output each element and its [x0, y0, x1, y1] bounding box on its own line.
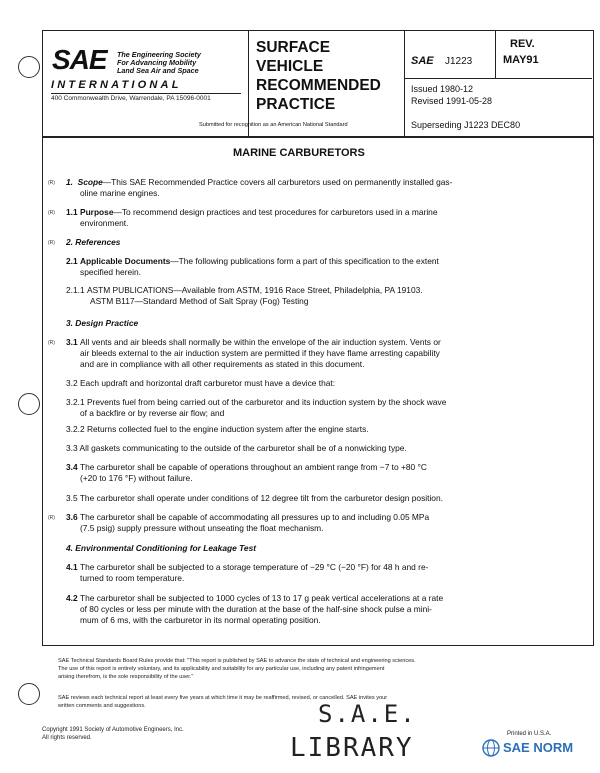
copyright: Copyright 1991 Society of Automotive Engineers, Inc.	[42, 727, 184, 733]
s36-line-1: 3.6 The carburetor shall be capable of accommodating all pressures up to and including 0.05 MPa	[66, 512, 430, 522]
library-stamp-line-1: S.A.E.	[318, 700, 417, 728]
title-line-2: VEHICLE	[256, 58, 324, 75]
board-rules-3: arising therefrom, is the sole responsibility of the user."	[58, 674, 194, 680]
watermark-text: SAE NORM	[503, 740, 574, 755]
revision-mark: (R)	[48, 515, 55, 521]
s41-line-2: turned to room temperature.	[80, 573, 185, 583]
society-line-2: For Advancing Mobility	[117, 58, 197, 67]
issued-date: Issued 1980-12	[411, 84, 474, 94]
s42-line-2: of 80 cycles or less per minute with the duration at the base of the half-sine shock pulse a mini-	[80, 604, 432, 614]
review-2: written comments and suggestions.	[58, 703, 146, 709]
s21-heading: 2.1 Applicable Documents—The following publications form a part of this specification to the extent	[66, 256, 439, 266]
s11-text-2: environment.	[80, 218, 129, 228]
s31-line-2: air bleeds external to the air induction system are permitted if they have flame arresting capability	[80, 348, 440, 358]
s42-line-3: mum of 6 ms, with the carburetor in its normal operating position.	[80, 615, 321, 625]
s321-line-1: 3.2.1 Prevents fuel from being carried out of the carburetor and its induction system by the shock wave	[66, 397, 447, 407]
revised-date: Revised 1991-05-28	[411, 96, 493, 106]
revision-mark: (R)	[48, 180, 55, 186]
s32: 3.2 Each updraft and horizontal draft carburetor must have a device that:	[66, 378, 336, 388]
sae-logo: SAE	[52, 44, 107, 75]
s4-heading: 4. Environmental Conditioning for Leakage Test	[66, 543, 257, 553]
s1-text-2: oline marine engines.	[80, 188, 160, 198]
s1-heading: 1. Scope—This SAE Recommended Practice covers all carburetors used on permanently installed gas-	[66, 177, 453, 187]
header-hline	[404, 78, 592, 79]
punch-hole-middle	[18, 393, 40, 415]
rev-value: MAY91	[503, 54, 539, 66]
library-stamp-line-2: LIBRARY	[290, 733, 414, 763]
superseding: Superseding J1223 DEC80	[411, 120, 521, 130]
international-label: INTERNATIONAL	[51, 79, 182, 91]
s3-heading: 3. Design Practice	[66, 318, 139, 328]
s2-heading: 2. References	[66, 237, 121, 247]
address: 400 Commonwealth Drive, Warrendale, PA 15096-0001	[51, 95, 211, 102]
rights: All rights reserved.	[42, 735, 92, 741]
s36-line-2: (7.5 psig) supply pressure without unseating the float mechanism.	[80, 523, 324, 533]
society-line-1: The Engineering Society	[117, 50, 201, 59]
board-rules-2: The use of this report is entirely voluntary, and its applicability and suitability for any particular use, including any patent infringement	[58, 666, 385, 672]
s34-line-2: (+20 to 176 °F) without failure.	[80, 473, 193, 483]
doc-number: J1223	[445, 56, 473, 67]
rev-label: REV.	[510, 38, 535, 50]
punch-hole-bottom	[18, 683, 40, 705]
title-line-3: RECOMMENDED	[256, 77, 381, 94]
header-divider-1	[248, 30, 249, 136]
s31-line-3: and are in compliance with all other requirements as stated in this document.	[80, 359, 365, 369]
s33: 3.3 All gaskets communicating to the outside of the carburetor shall be of a nonwicking type.	[66, 443, 407, 453]
header-divider-3	[495, 30, 496, 78]
society-line-3: Land Sea Air and Space	[117, 66, 199, 75]
revision-mark: (R)	[48, 210, 55, 216]
doc-sae-logo: SAE	[411, 55, 434, 67]
s42-line-1: 4.2 The carburetor shall be subjected to 1000 cycles of 13 to 17 g peak vertical accelerations at a rate	[66, 593, 444, 603]
s34-line-1: 3.4 The carburetor shall be capable of operations throughout an ambient range from −7 to +80 °C	[66, 462, 427, 472]
document-title: MARINE CARBURETORS	[233, 147, 365, 159]
header-divider-2	[404, 30, 405, 136]
s211-ref: ASTM B117—Standard Method of Salt Spray (Fog) Testing	[90, 296, 309, 306]
s321-line-2: of a backfire or by reverse air flow; and	[80, 408, 225, 418]
s35: 3.5 The carburetor shall operate under conditions of 12 degree tilt from the carburetor design position.	[66, 493, 443, 503]
s211: 2.1.1 ASTM PUBLICATIONS—Available from ASTM, 1916 Race Street, Philadelphia, PA 19103.	[66, 285, 423, 295]
title-line-1: SURFACE	[256, 39, 331, 56]
title-line-4: PRACTICE	[256, 96, 336, 113]
punch-hole-top	[18, 56, 40, 78]
globe-icon	[480, 738, 502, 758]
s21-text-2: specified herein.	[80, 267, 141, 277]
international-underline	[51, 93, 241, 94]
s31-line-1: 3.1 All vents and air bleeds shall normally be within the envelope of the air induction system. Vents or	[66, 337, 441, 347]
review-1: SAE reviews each technical report at least every five years at which time it may be reaffirmed, revised, or cancelled. SAE invites your	[58, 695, 388, 701]
sae-norm-watermark	[480, 738, 502, 763]
printed-in: Printed in U.S.A.	[507, 731, 552, 737]
s322: 3.2.2 Returns collected fuel to the engine induction system after the engine starts.	[66, 424, 369, 434]
board-rules-1: SAE Technical Standards Board Rules provide that: "This report is published by SAE to advance the state of technical and engineering sciences.	[58, 658, 416, 664]
revision-mark: (R)	[48, 340, 55, 346]
revision-mark: (R)	[48, 240, 55, 246]
s41-line-1: 4.1 The carburetor shall be subjected to a storage temperature of −29 °C (−20 °F) for 48 h and re-	[66, 562, 429, 572]
submitted-note: Submitted for recognition as an American National Standard	[199, 122, 348, 128]
s11-heading: 1.1 Purpose—To recommend design practices and test procedures for carburetors used in a marine	[66, 207, 438, 217]
